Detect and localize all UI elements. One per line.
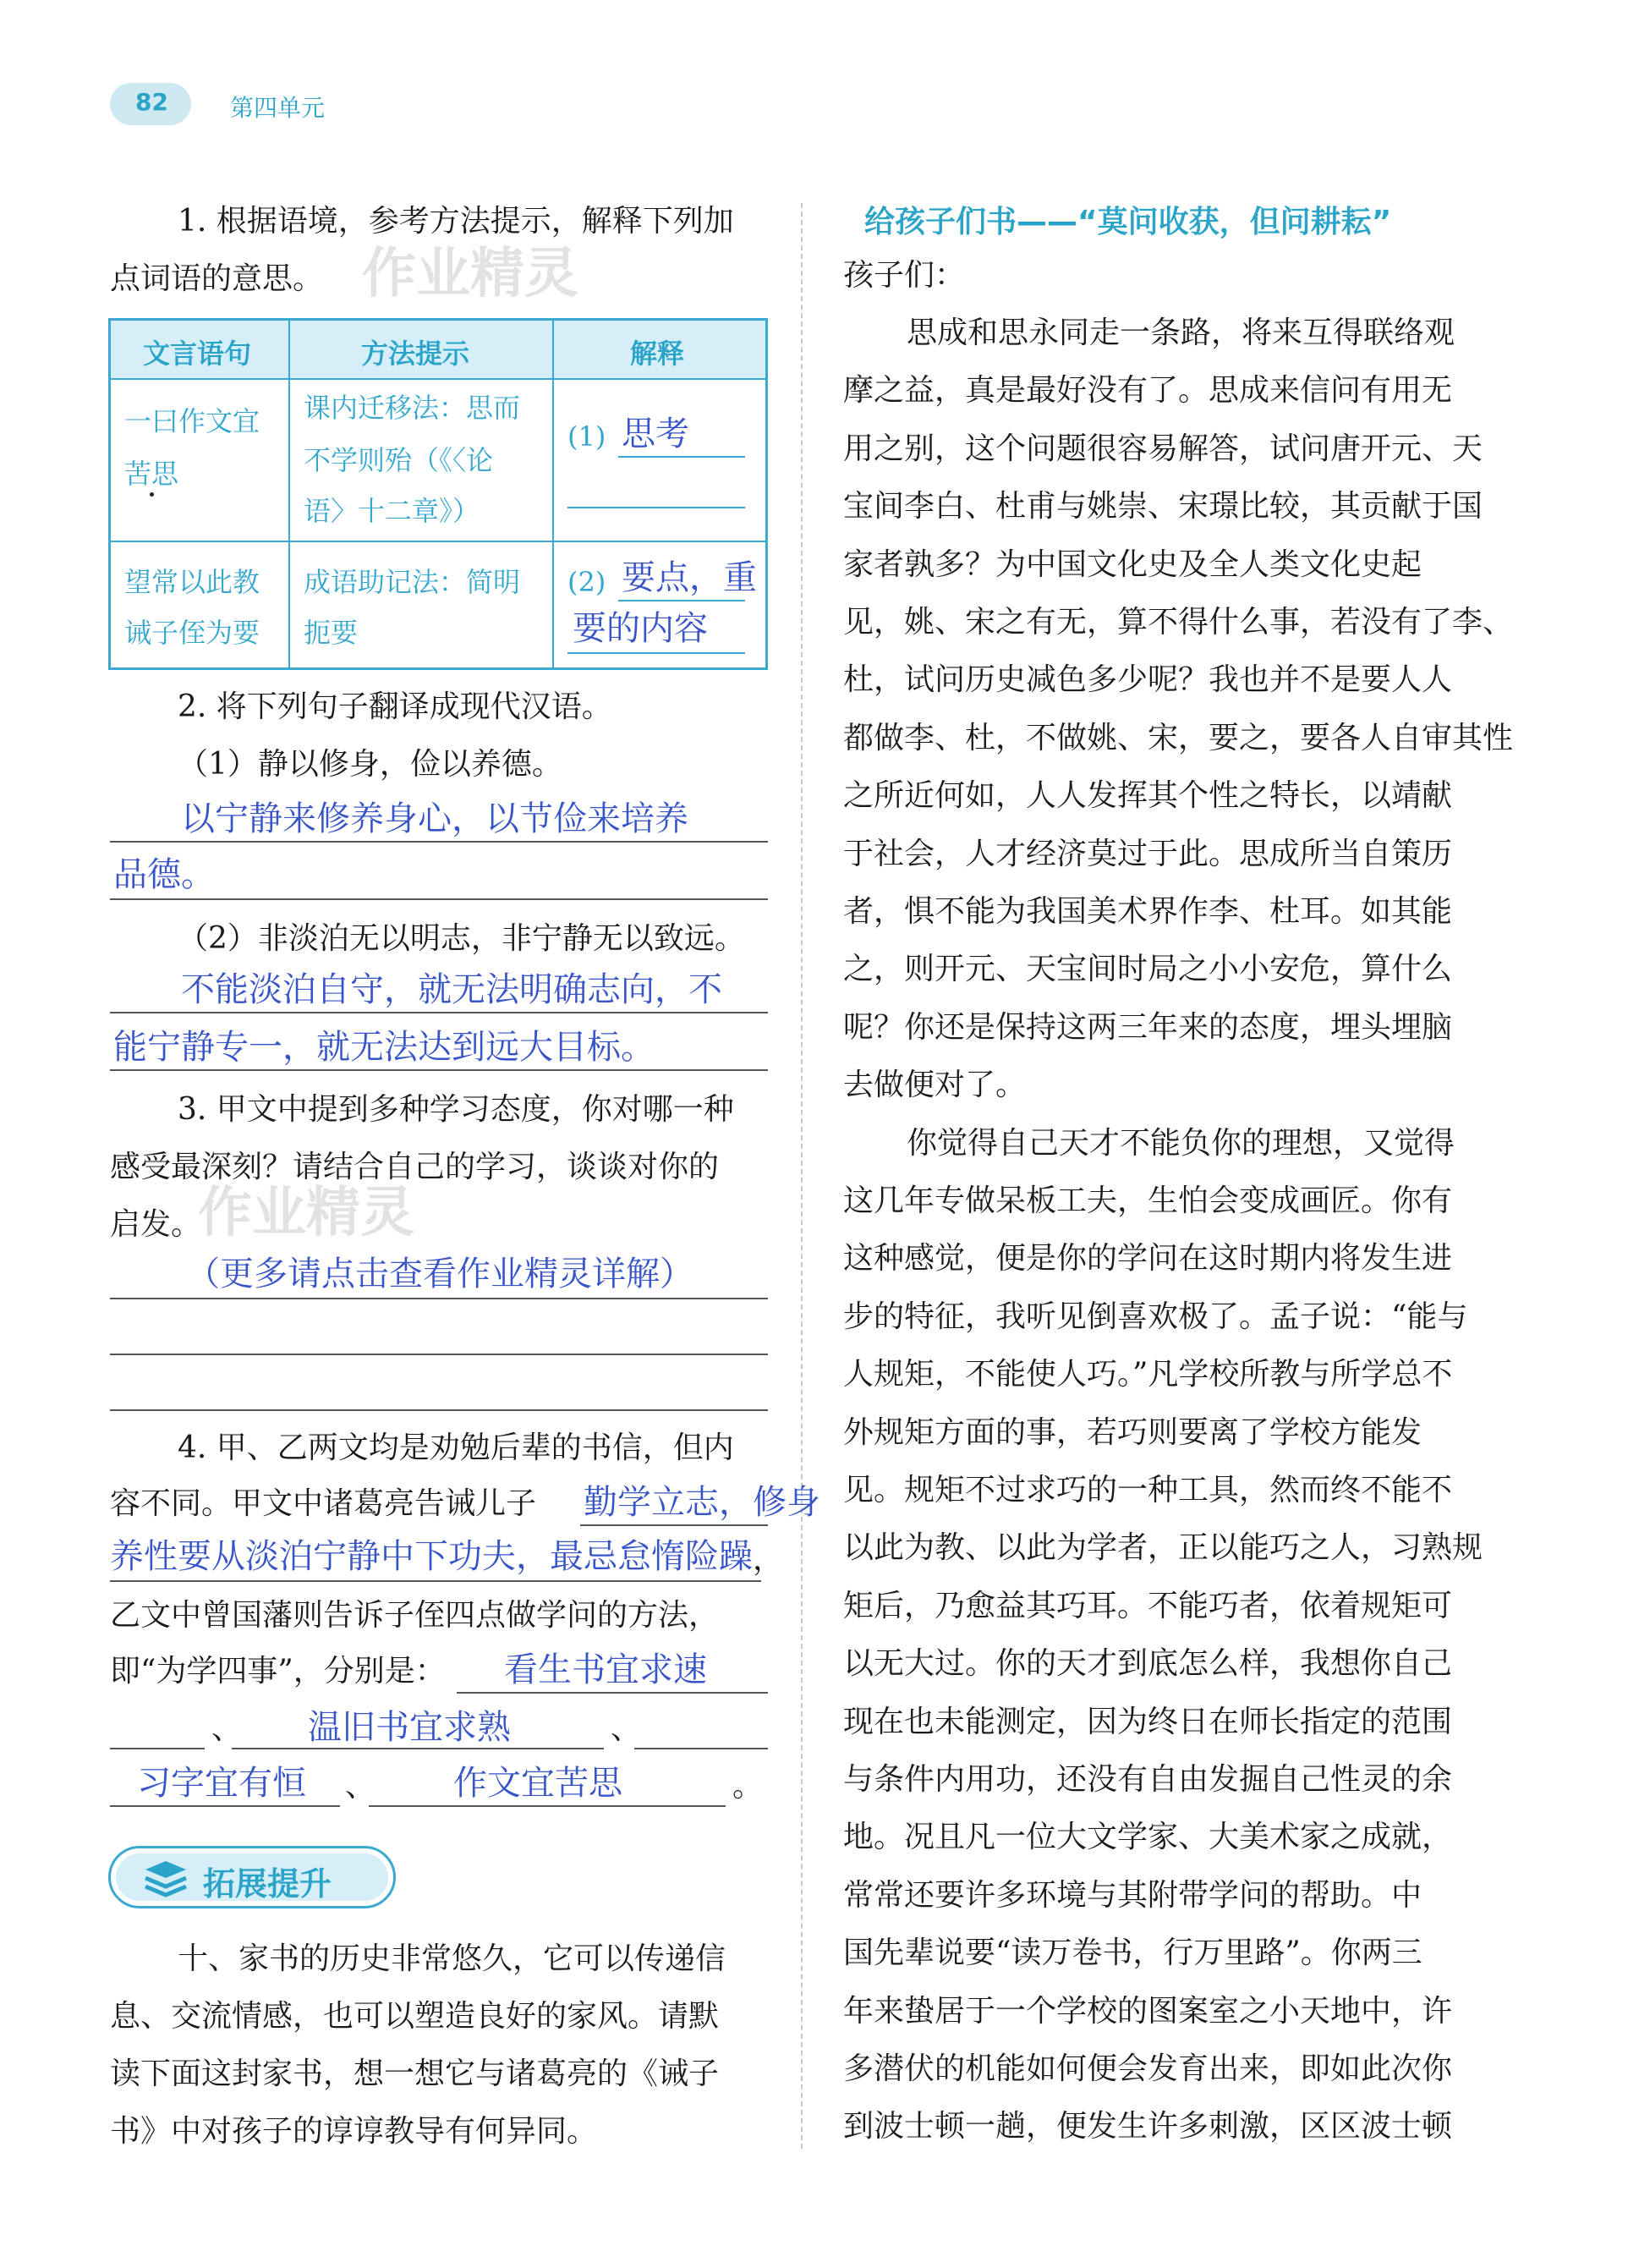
q4-item-1-underline-cont [110, 1748, 205, 1749]
letter-line: 与条件内用功，还没有自由发掘自己性灵的余 [843, 1762, 1453, 1797]
table-header-answer: 解释 [630, 338, 685, 370]
q2-1-prompt: （1）静以修身，俭以养德。 [178, 747, 562, 782]
table-row2-answer-line1: 要点，重 [622, 558, 757, 597]
q4-item-2-underline [232, 1748, 604, 1749]
table-row2-method-line2: 扼要 [304, 617, 359, 649]
q4-item-1-underline [457, 1692, 768, 1694]
q2-1-answer-line1: 以宁静来修养身心，以节俭来培养 [181, 799, 688, 838]
q2-2-answer-line1: 不能淡泊自守，就无法明确志向，不 [181, 970, 722, 1009]
column-divider [801, 203, 803, 2149]
letter-line: 多潜伏的机能如何便会发育出来，即如此次你 [843, 2051, 1453, 2086]
q4-item-3-underline-start [634, 1748, 768, 1749]
q4-sep-2: 、 [611, 1711, 642, 1746]
q2-2-prompt: （2）非淡泊无以明志，非宁静无以致远。 [178, 921, 745, 956]
letter-line: 用之别，这个问题很容易解答，试问唐开元、天 [843, 431, 1483, 466]
unit-label: 第四单元 [230, 94, 326, 122]
q10-line-4: 书》中对孩子的谆谆教导有何异同。 [110, 2114, 598, 2149]
q1-line-1: 1. 根据语境，参考方法提示，解释下列加 [178, 204, 734, 239]
q2-2-answer-underline-2 [110, 1069, 768, 1071]
letter-line: 这几年专做呆板工夫，生怕会变成画匠。你有 [843, 1183, 1453, 1218]
letter-line: 人规矩，不能使人巧。”凡学校所教与所学总不 [843, 1357, 1453, 1392]
letter-greeting: 孩子们： [843, 258, 966, 293]
table-row-divider [111, 541, 765, 542]
table-header-method: 方法提示 [361, 338, 470, 370]
table-row1-answer-line [618, 456, 745, 458]
letter-line: 矩后，乃愈益其巧耳。不能巧者，依着规矩可 [843, 1589, 1453, 1623]
q1-line-2: 点词语的意思。 [110, 261, 324, 296]
table-row2-answer-line [618, 600, 745, 601]
table-row2-method-line1: 成语助记法：简明 [304, 566, 521, 598]
table-row1-blank-line [567, 507, 745, 508]
table-row1-method-line2: 不学则殆（《〈论 [304, 444, 494, 476]
q4-sep-3: 、 [345, 1769, 376, 1804]
table-row1-sentence-line2 [124, 449, 178, 498]
q10-line-1: 十、家书的历史非常悠久，它可以传递信 [178, 1941, 726, 1976]
table-header-sentence: 文言语句 [143, 338, 252, 370]
letter-line: 都做李、杜，不做姚、宋，要之，要各人自审其性 [843, 721, 1514, 755]
q3-line-2: 感受最深刻？请结合自己的学习，谈谈对你的 [110, 1150, 720, 1184]
letter-line: 呢？你还是保持这两三年来的态度，埋头埋脑 [843, 1010, 1453, 1045]
letter-line: 以此为教、以此为学者，正以能巧之人，习熟规 [843, 1530, 1483, 1565]
q4-line-1: 4. 甲、乙两文均是劝勉后辈的书信，但内 [178, 1431, 734, 1465]
watermark-2: 作业精灵 [198, 1182, 414, 1244]
q4-item-3: 习字宜有恒 [137, 1764, 306, 1803]
q3-line-1: 3. 甲文中提到多种学习态度，你对哪一种 [178, 1092, 734, 1127]
table-row2-sentence-line1: 望常以此教 [124, 566, 260, 598]
letter-line: 杜，试问历史减色多少呢？我也并不是要人人 [843, 662, 1453, 697]
q2-1-answer-underline [110, 841, 768, 843]
q4-answer-line2: 养性要从淡泊宁静中下功夫，最忌怠惰险躁 [110, 1537, 753, 1576]
table-row2-answer-label: (2) [567, 566, 606, 598]
table-row1-method-line1: 课内迁移法：思而 [304, 392, 521, 424]
letter-line: 国先辈说要“读万卷书，行万里路”。你两三 [843, 1936, 1422, 1970]
q2-2-answer-underline [110, 1012, 768, 1013]
letter-line: 摩之益，真是最好没有了。思成来信问有用无 [843, 373, 1453, 408]
letter-line: 到波士顿一趟，便发生许多刺激，区区波士顿 [843, 2109, 1453, 2144]
table-row1-method-line3: 语〉十二章》） [304, 495, 480, 527]
q2-title: 2. 将下列句子翻译成现代汉语。 [178, 689, 612, 724]
letter-line: 年来蛰居于一个学校的图案室之小天地中，许 [843, 1994, 1453, 2029]
q3-answer-underline [110, 1298, 768, 1299]
letter-line: 之所近何如，人人发挥其个性之特长，以靖献 [843, 778, 1453, 813]
watermark-1: 作业精灵 [362, 243, 578, 305]
table-row1-answer-label: (1) [567, 420, 606, 453]
q4-sep-1: 、 [211, 1711, 243, 1746]
letter-line: 去做便对了。 [843, 1068, 1027, 1102]
letter-line: 思成和思永同走一条路，将来互得联络观 [907, 316, 1455, 350]
letter-line: 之，则开元、天宝间时局之小小安危，算什么 [843, 952, 1453, 986]
table-row2-answer-line-2 [567, 652, 745, 654]
q3-blank-line-2 [110, 1409, 768, 1411]
letter-line: 者，惧不能为我国美术界作李、杜耳。如其能 [843, 894, 1453, 929]
q3-line-3: 启发。 [110, 1207, 202, 1242]
q10-line-3: 读下面这封家书，想一想它与诸葛亮的《诫子 [110, 2057, 720, 2091]
q4-item-4: 作文宜苦思 [453, 1764, 622, 1803]
q3-answer: （更多请点击查看作业精灵详解） [186, 1255, 693, 1293]
q4-end: 。 [732, 1769, 764, 1804]
table-row1-sentence-line2-text: 苦思 [124, 458, 179, 490]
q4-item-2: 温旧书宜求熟 [308, 1708, 511, 1747]
q4-line-3-suffix: ， [753, 1542, 784, 1577]
letter-line: 这种感觉，便是你的学问在这时期内将发生进 [843, 1241, 1453, 1276]
q4-answer-underline-1 [580, 1524, 768, 1526]
q4-item-3-underline [110, 1805, 340, 1807]
q4-line-5: 即“为学四事”，分别是： [110, 1654, 446, 1689]
letter-line: 常常还要许多环境与其附带学问的帮助。中 [843, 1878, 1422, 1913]
q4-line-4: 乙文中曾国藩则告诉子侄四点做学问的方法， [110, 1598, 720, 1633]
table-col-divider [552, 321, 554, 667]
letter-line: 见，姚、宋之有无，算不得什么事，若没有了李、 [843, 605, 1514, 640]
method-table [108, 318, 768, 670]
table-row1-answer: 思考 [622, 415, 689, 453]
letter-line: 宝间李白、杜甫与姚崇、宋璟比较，其贡献于国 [843, 489, 1483, 524]
letter-line: 见。规矩不过求巧的一种工具，然而终不能不 [843, 1473, 1453, 1507]
table-col-divider [288, 321, 290, 667]
table-row2-answer-line2: 要的内容 [573, 609, 708, 648]
letter-line: 步的特征，我听见倒喜欢极了。孟子说：“能与 [843, 1299, 1468, 1334]
page-number: 82 [135, 88, 168, 116]
q2-1-answer-underline-2 [110, 898, 768, 900]
letter-line: 现在也未能测定，因为终日在师长指定的范围 [843, 1705, 1453, 1739]
letter-line: 于社会，人才经济莫过于此。思成所当自策历 [843, 837, 1453, 871]
letter-line: 外规矩方面的事，若巧则要离了学校方能发 [843, 1415, 1422, 1450]
letter-line: 以无大过。你的天才到底怎么样，我想你自己 [843, 1646, 1453, 1681]
q2-2-answer-line2: 能宁静专一，就无法达到远大目标。 [113, 1028, 655, 1067]
stack-books-icon [140, 1858, 191, 1900]
q2-1-answer-line2: 品德。 [113, 855, 215, 894]
letter-line: 家者孰多？为中国文化史及全人类文化史起 [843, 547, 1422, 582]
letter-title: 给孩子们书——“莫问收获，但问耕耘” [864, 205, 1392, 239]
letter-line: 你觉得自己天才不能负你的理想，又觉得 [907, 1126, 1455, 1161]
q4-item-4-underline [369, 1805, 726, 1807]
section-badge-label: 拓展提升 [203, 1865, 332, 1903]
q4-answer-underline-2 [110, 1580, 761, 1582]
q10-line-2: 息、交流情感，也可以塑造良好的家风。请默 [110, 1999, 720, 2034]
q4-line-2: 容不同。甲文中诸葛亮告诫儿子 [110, 1486, 537, 1521]
letter-line: 地。况且凡一位大文学家、大美术家之成就， [843, 1820, 1453, 1854]
table-row1-sentence-line1: 一曰作文宜 [124, 405, 260, 437]
table-row2-sentence-line2: 诫子侄为要 [124, 617, 260, 649]
q3-blank-line-1 [110, 1354, 768, 1355]
q4-item-1: 看生书宜求速 [504, 1650, 707, 1689]
q4-answer-line1: 勤学立志，修身 [584, 1483, 820, 1522]
